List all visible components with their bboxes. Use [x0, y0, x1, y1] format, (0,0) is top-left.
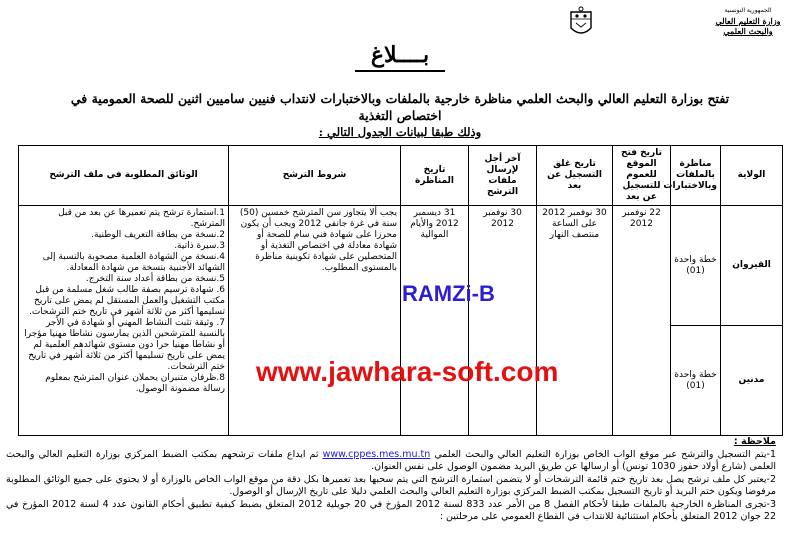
intro-line-2: اختصاص التغذية	[358, 108, 442, 123]
document-item: 6. شهادة ترسيم بصفة طالب شغل مسلمة من قبل مكتب التشغيل والعمل المستقل لم يمض على تاريخ تسليمها أكثر من ثلاثة أشهر في تاريخ ختم الترشحات.	[28, 285, 225, 317]
document-item: 1.استمارة ترشح يتم تعميرها عن بعد من قبل المترشح.	[58, 208, 225, 229]
document-item: 8.ظرفان متنبران يحملان عنوان المترشح بمعلوم رسالة مضمونة الوصول.	[45, 373, 225, 394]
intro-text	[30, 90, 770, 141]
document-item: 7. وثيقة تثبت النشاط المهني أو شهادة في الأجر بالنسبة للمترشحين الذين يمارسون نشاطا مهنيا مؤجرا أو نشاطا مهنيا حرا دون مستوى شهائدهم العلمية لم يمض على تاريخ تسليمها أكثر من ثلاثة أشهر في تاريخ ختم الترشحات.	[24, 318, 225, 372]
conditions-cell: يجب ألا يتجاوز سن المترشح خمسين (50) سنة في غرة جانفي 2012 ويجب أن يكون محرزا على شهادة فني سام للصحة أو شهادة معادلة في اختصاص التغذية أو المتحصلين على شهادة تكوينية مناظرة بالمستوى المطلوب.	[229, 206, 401, 436]
header-contest-type: مناظرة بالملفات وبالاختبارات	[671, 146, 721, 206]
note-2: 2-يعتبر كل ملف ترشح يصل بعد تاريخ ختم قائمة الترشحات أو لا يتضمن استمارة الترشح التي يتم سحبها بعد تعميرها بكل دقة من موقع الواب الخاص بالوزارة أو لا يحتوي على جميع الوثائق المطلوبة مرفوضا ويكون ختم البريد أو تاريخ التسجيل بمكتب الضبط المركزي بوزارة التعليم العالي والبحث العلمي دليلا على تاريخ الإرسال أو الوصول.	[6, 473, 776, 497]
document-item: 5.نسخة من بطاقة أعداد سنة التخرج.	[85, 274, 225, 284]
notes-heading: ملاحظة :	[733, 436, 776, 447]
plan-medenine: خطة واحدة (01)	[671, 326, 721, 436]
documents-cell	[19, 206, 229, 436]
ministry-header	[703, 6, 793, 36]
page-title: بــــلاغ	[300, 42, 500, 72]
close-date-cell: 30 نوفمبر 2012 على الساعة منتصف النهار	[537, 206, 613, 436]
tunisia-emblem-icon	[568, 6, 594, 40]
header-conditions: شروط الترشح	[229, 146, 401, 206]
deadline-cell: 30 نوفمبر 2012	[469, 206, 537, 436]
header-region: الولاية	[721, 146, 783, 206]
note-3: 3-تجرى المناظرة الخارجية بالملفات طبقا لأحكام الفصل 8 من الأمر عدد 833 لسنة 2012 المؤرخ في 20 جويلية 2012 المتعلق بضبط كيفية تطبيق أحكام القانون عدد 4 لسنة 2012 المؤرخ في 22 جوان 2012 المتعلق بأحكام استثنائية للانتداب في القطاع العمومي على مرحلتين :	[6, 498, 776, 522]
header-open-date: تاريخ فتح الموقع للعموم للتسجيل عن بعد	[613, 146, 671, 206]
region-medenine: مدنين	[721, 326, 783, 436]
registration-link[interactable]: www.cppes.mes.mu.tn	[322, 448, 431, 460]
intro-line-1: تفتح بوزارة التعليم العالي والبحث العلمي مناظرة خارجية بالملفات وبالاختبارات لانتداب فنيين ساميين اثنين للصحة العمومية في	[70, 91, 730, 106]
open-date-cell: 22 نوفمبر 2012	[613, 206, 671, 436]
table-row	[19, 206, 783, 326]
notes-section	[6, 436, 776, 524]
exam-date-cell: 31 ديسمبر 2012 والأيام الموالية	[401, 206, 469, 436]
republic-label: الجمهورية التونسية	[724, 7, 772, 14]
competition-table	[18, 145, 783, 436]
header-deadline: آخر أجل لإرسال ملفات الترشح	[469, 146, 537, 206]
header-documents: الوثائق المطلوبة في ملف الترشح	[19, 146, 229, 206]
document-item: 4.نسخة من الشهادة العلمية مصحوبة بالنسبة إلى الشهائد الأجنبية بنسخة من شهادة المعادلة.	[42, 252, 225, 273]
intro-line-3: وذلك طبقا لبيانات الجدول التالي :	[318, 125, 482, 139]
header-close-date: تاريخ غلق التسجيل عن بعد	[537, 146, 613, 206]
plan-kairouan: خطة واحدة (01)	[671, 206, 721, 326]
document-item: 3.سيرة ذاتية.	[174, 241, 225, 251]
note-1	[6, 449, 776, 474]
ministry-name: وزارة التعليم العالي والبحث العلمي	[715, 16, 781, 36]
note-1-start: 1-يتم التسجيل والترشح عبر موقع الواب الخاص بوزارة التعليم العالي والبحث العلمي	[434, 448, 777, 460]
site-watermark[interactable]: www.jawhara-soft.com	[256, 356, 559, 387]
document-item: 2.نسخة من بطاقة التعريف الوطنية.	[91, 230, 225, 240]
table-header-row	[19, 146, 783, 206]
region-kairouan: القيروان	[721, 206, 783, 326]
header-exam-date: تاريخ المناظرة	[401, 146, 469, 206]
note-1-end: ثم ايداع ملفات ترشحهم بمكتب الضبط المركزي بوزارة التعليم العالي والبحث العلمي (شارع أولاد حفوز 1030 تونس) أو ارسالها عن طريق البريد مضمون الوصول على نفس العنوان.	[6, 448, 776, 472]
brand-watermark: RAMZi-B	[402, 281, 495, 306]
